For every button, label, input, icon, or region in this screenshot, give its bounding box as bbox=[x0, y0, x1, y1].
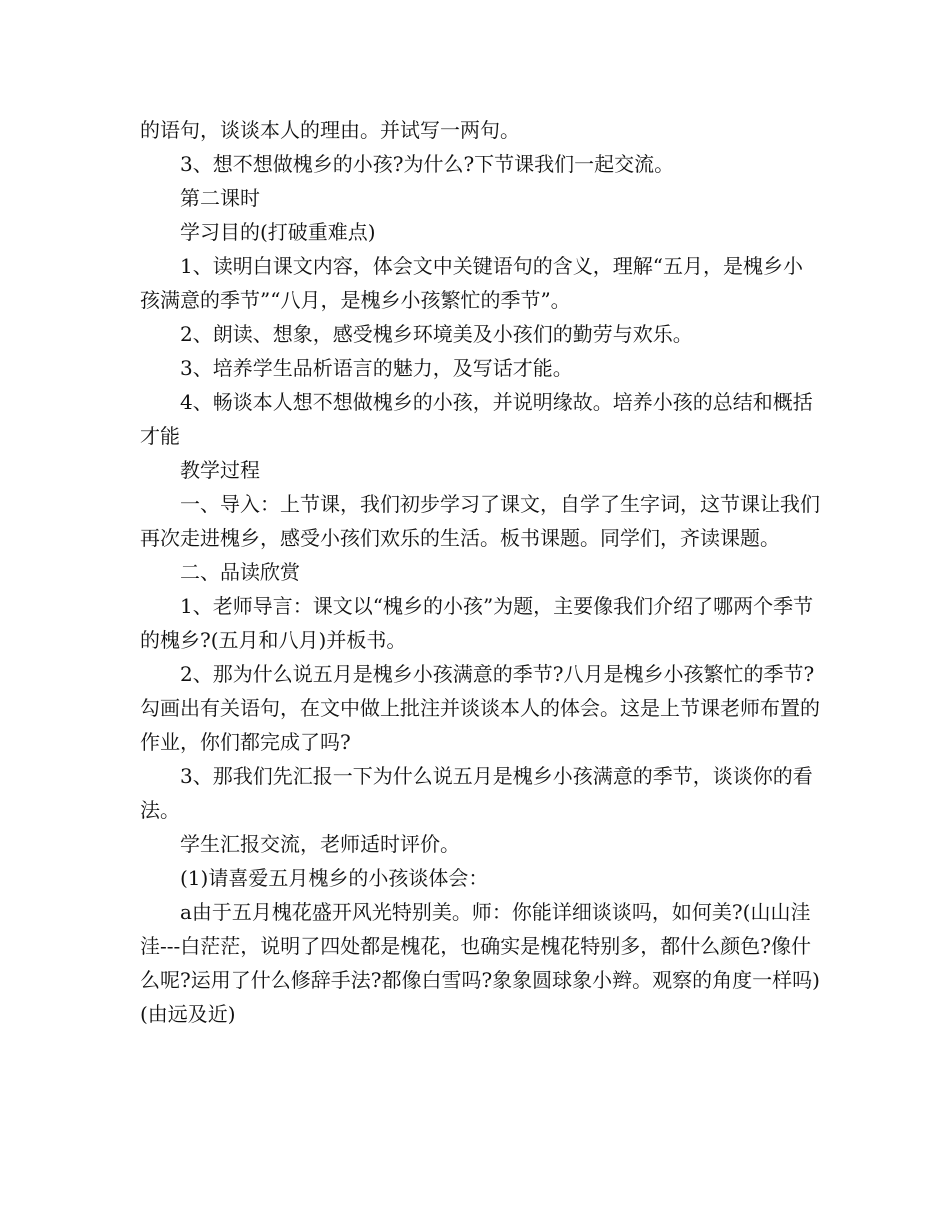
section-heading-second-lesson: 第二课时 bbox=[180, 186, 260, 210]
paragraph-sub-item-1: (1)请喜爱五月槐乡的小孩谈体会： bbox=[180, 866, 489, 890]
appreciation-item-3: 3、那我们先汇报一下为什么说五月是槐乡小孩满意的季节，谈谈你的看法。 bbox=[140, 764, 813, 822]
paragraph-1: 的语句，谈谈本人的理由。并试写一两句。 bbox=[140, 118, 520, 142]
document-body bbox=[140, 113, 820, 1031]
appreciation-item-2: 2、那为什么说五月是槐乡小孩满意的季节?八月是槐乡小孩繁忙的季节?勾画出有关语句，在文中做上批注并谈谈本人的体会。这是上节课老师布置的作业，你们都完成了吗? bbox=[140, 662, 820, 754]
goal-item-3: 3、培养学生品析语言的魅力，及写话才能。 bbox=[180, 356, 573, 380]
heading-reading-appreciation: 二、品读欣赏 bbox=[180, 560, 300, 584]
appreciation-item-1: 1、老师导言：课文以“槐乡的小孩”为题，主要像我们介绍了哪两个季节的槐乡?(五月和八月)并板书。 bbox=[140, 594, 814, 652]
goal-item-2: 2、朗读、想象，感受槐乡环境美及小孩们的勤劳与欢乐。 bbox=[180, 322, 693, 346]
paragraph-2: 3、想不想做槐乡的小孩?为什么?下节课我们一起交流。 bbox=[180, 152, 675, 176]
goal-item-1: 1、读明白课文内容，体会文中关键语句的含义，理解“五月，是槐乡小孩满意的季节”“八月，是槐乡小孩繁忙的季节”。 bbox=[140, 254, 803, 312]
paragraph-introduction: 一、导入：上节课，我们初步学习了课文，自学了生字词，这节课让我们再次走进槐乡，感受小孩们欢乐的生活。板书课题。同学们，齐读课题。 bbox=[140, 492, 820, 550]
heading-learning-goals: 学习目的(打破重难点) bbox=[180, 220, 376, 244]
goal-item-4: 4、畅谈本人想不想做槐乡的小孩，并说明缘故。培养小孩的总结和概括才能 bbox=[140, 390, 813, 448]
paragraph-student-report: 学生汇报交流，老师适时评价。 bbox=[180, 832, 460, 856]
heading-teaching-process: 教学过程 bbox=[180, 458, 260, 482]
paragraph-sub-item-a: a由于五月槐花盛开风光特别美。师：你能详细谈谈吗，如何美?(山山洼洼---白茫茫，说明了四处都是槐花，也确实是槐花特别多，都什么颜色?像什么呢?运用了什么修辞手法?都像白雪吗?象象圆球象小辫。观察的角度一样吗)(由远及近) bbox=[140, 900, 820, 1026]
